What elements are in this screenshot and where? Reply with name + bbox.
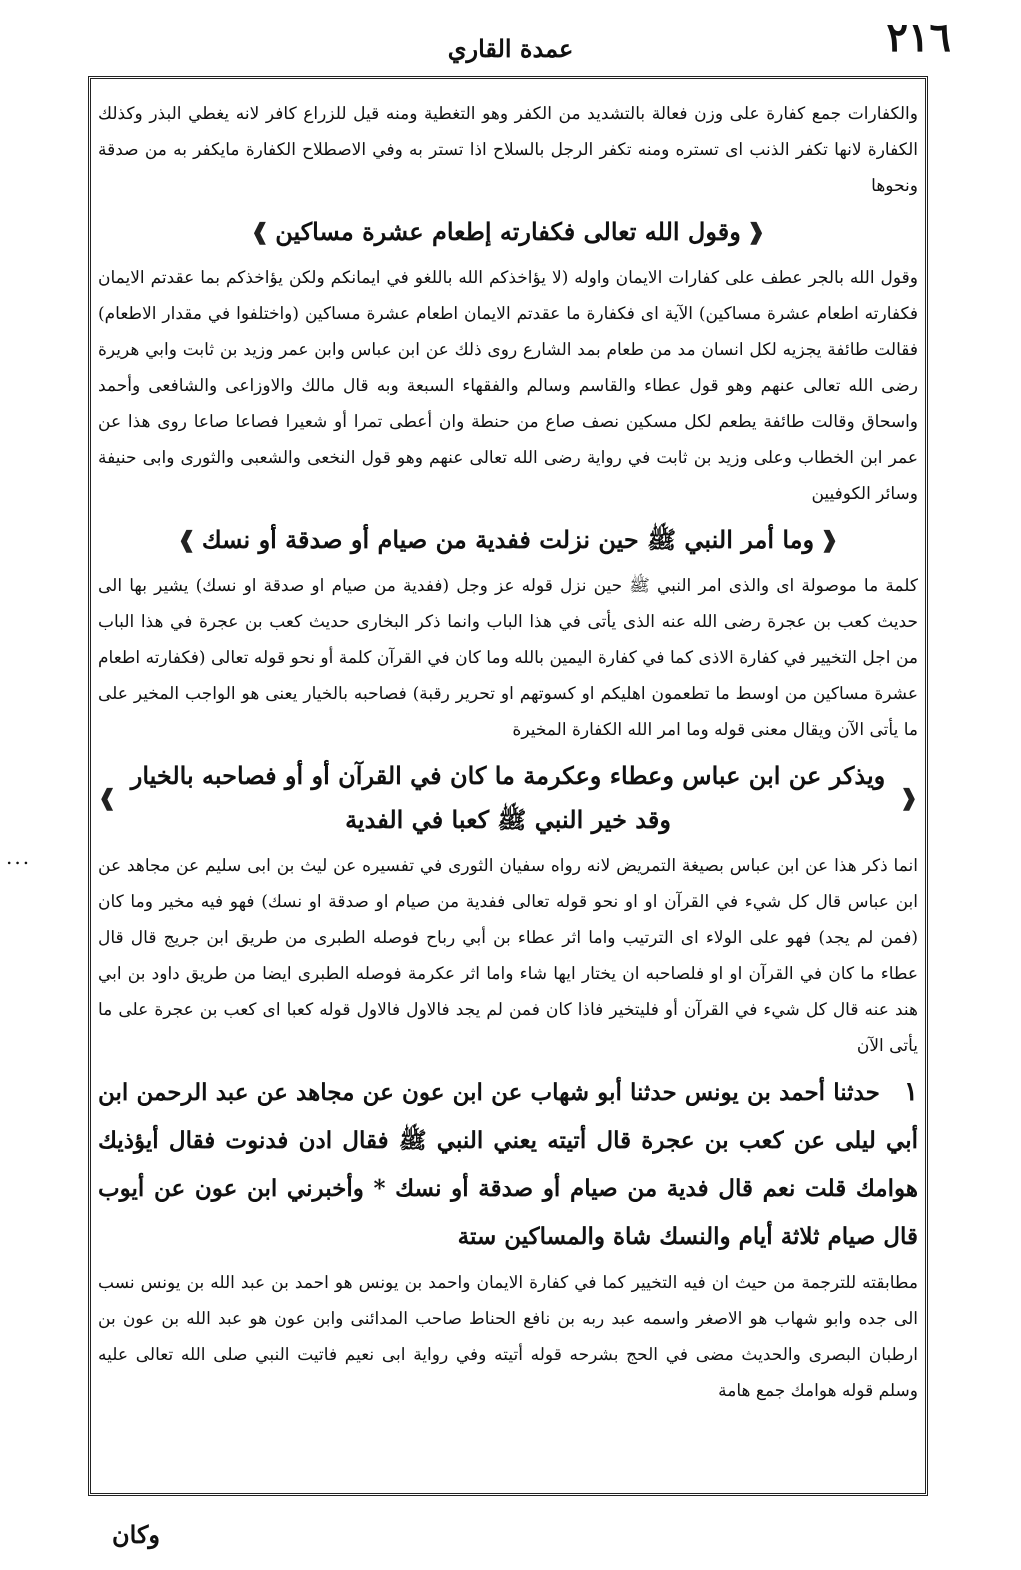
hadith-number: ١ [904, 1077, 918, 1107]
catchword: وكان [112, 1520, 160, 1549]
heading-text: وما أمر النبي ﷺ حين نزلت ففدية من صيام أو صدقة أو نسك [201, 525, 815, 554]
page-body [98, 96, 918, 1486]
paragraph: مطابقته للترجمة من حيث ان فيه التخيير كما في كفارة الايمان واحمد بن يونس هو احمد بن عبد الله بن يونس نسب الى جده وابو شهاب هو الاصغر واسمه عبد ربه بن نافع الحناط صاحب المدائنى وابن عون هو عبد الله بن عون بن ارطبان البصرى والحديث مضى في الحج بشرحه قوله أتيته وفي رواية ابى نعيم فاتيت النبي صلى الله تعالى عليه وسلم قوله هوامك جمع هامة [98, 1273, 918, 1401]
ornament-bracket-icon: ❰ [820, 527, 839, 553]
page-header [70, 14, 951, 70]
paragraph: كلمة ما موصولة اى والذى امر النبي ﷺ حين نزل قوله عز وجل (ففدية من صيام او صدقة او نسك) يشير بها الى حديث كعب بن عجرة رضى الله عنه الذى يأتى في هذا الباب وانما ذكر البخارى حديث كعب بن عجرة في هذا الباب من اجل التخيير في كفارة الاذى كما في كفارة اليمين بالله وما كان في القرآن كلمة أو نحو قوله تعالى (فكفارته اطعام عشرة مساكين من اوسط ما تطعمون اهليكم او كسوتهم او تحرير رقبة) فصاحبه بالخيار يعنى هو الواجب المخير على ما يأتى الآن ويقال معنى قوله وما امر الله الكفارة المخيرة [98, 576, 918, 740]
paragraph: انما ذكر هذا عن ابن عباس بصيغة التمريض لانه رواه سفيان الثورى في تفسيره عن ليث بن ابى سليم عن مجاهد عن ابن عباس قال كل شيء في القرآن او او نحو قوله تعالى ففدية من صيام او صدقة او نسك) فهو فيه مخير وما كان (فمن لم يجد) فهو على الولاء اى الترتيب واما اثر عطاء بن أبي رباح فوصله الطبرى من طريق ابن جريج قال قال عطاء ما كان في القرآن او او فلصاحبه ان يختار ايها شاء واما اثر عكرمة فوصله الطبرى ايضا من طريق داود بن ابي هند عنه قال كل شيء في القرآن أو فليتخير فاذا كان فمن لم يجد فالاول فالاول قوله كعبا اى كعب بن عجرة على ما يأتى الآن [98, 856, 918, 1056]
ornament-bracket-icon: ❱ [98, 785, 117, 811]
heading-text: ويذكر عن ابن عباس وعطاء وعكرمة ما كان في القرآن أو أو فصاحبه بالخيار وقد خير النبي ﷺ كعبا في الفدية [130, 761, 886, 834]
hadith-text: حدثنا أحمد بن يونس حدثنا أبو شهاب عن ابن عون عن مجاهد عن عبد الرحمن ابن أبي ليلى عن كعب بن عجرة قال أتيته يعني النبي ﷺ فقال ادن فدنوت فقال أيؤذيك هوامك قلت نعم قال فدية من صيام أو صدقة أو نسك * وأخبرني ابن عون عن أيوب قال صيام ثلاثة أيام والنسك شاة والمساكين ستة [98, 1079, 918, 1250]
section-heading [98, 754, 918, 842]
paragraph: والكفارات جمع كفارة على وزن فعالة بالتشديد من الكفر وهو التغطية ومنه قيل للزراع كافر لانه يغطي البذر وكذلك الكفارة لانها تكفر الذنب اى تستره ومنه تكفر الرجل بالسلاح اذا تستر به وفي الاصطلاح الكفارة مايكفر به من صدقة ونحوها [98, 104, 918, 196]
ornament-bracket-icon: ❰ [899, 785, 918, 811]
margin-mark: ... [6, 845, 32, 869]
section-heading [98, 210, 918, 254]
heading-text: وقول الله تعالى فكفارته إطعام عشرة مساكين [275, 217, 741, 246]
hadith-block [98, 1068, 918, 1261]
ornament-bracket-icon: ❱ [250, 219, 270, 245]
paragraph: وقول الله بالجر عطف على كفارات الايمان واوله (لا يؤاخذكم الله باللغو في ايمانكم ولكن يؤاخذكم بما عقدتم الايمان فكفارته اطعام عشرة مساكين) الآية اى فكفارة ما عقدتم الايمان اطعام عشرة مساكين (واختلفوا في مقدار الاطعام) فقالت طائفة يجزيه لكل انسان مد من طعام بمد الشارع روى ذلك عن ابن عباس وابن عمر وزيد بن ثابت وابي هريرة رضى الله تعالى عنهم وهو قول عطاء والقاسم وسالم والفقهاء السبعة وبه قال مالك والاوزاعى والشافعى وأحمد واسحاق وقالت طائفة يطعم لكل مسكين نصف صاع من حنطة وان أعطى تمرا أو شعيرا فصاعا صاعا روى هذا عن عمر ابن الخطاب وعلى وزيد بن ثابت في رواية رضى الله تعالى عنهم وهو قول النخعى والشعبى والثورى وابى حنيفة وسائر الكوفيين [98, 268, 918, 504]
running-title: عمدة القاري [447, 34, 574, 63]
page-number: ٢١٦ [886, 14, 951, 61]
ornament-bracket-icon: ❰ [746, 219, 766, 245]
section-heading [98, 518, 918, 562]
ornament-bracket-icon: ❱ [177, 527, 196, 553]
